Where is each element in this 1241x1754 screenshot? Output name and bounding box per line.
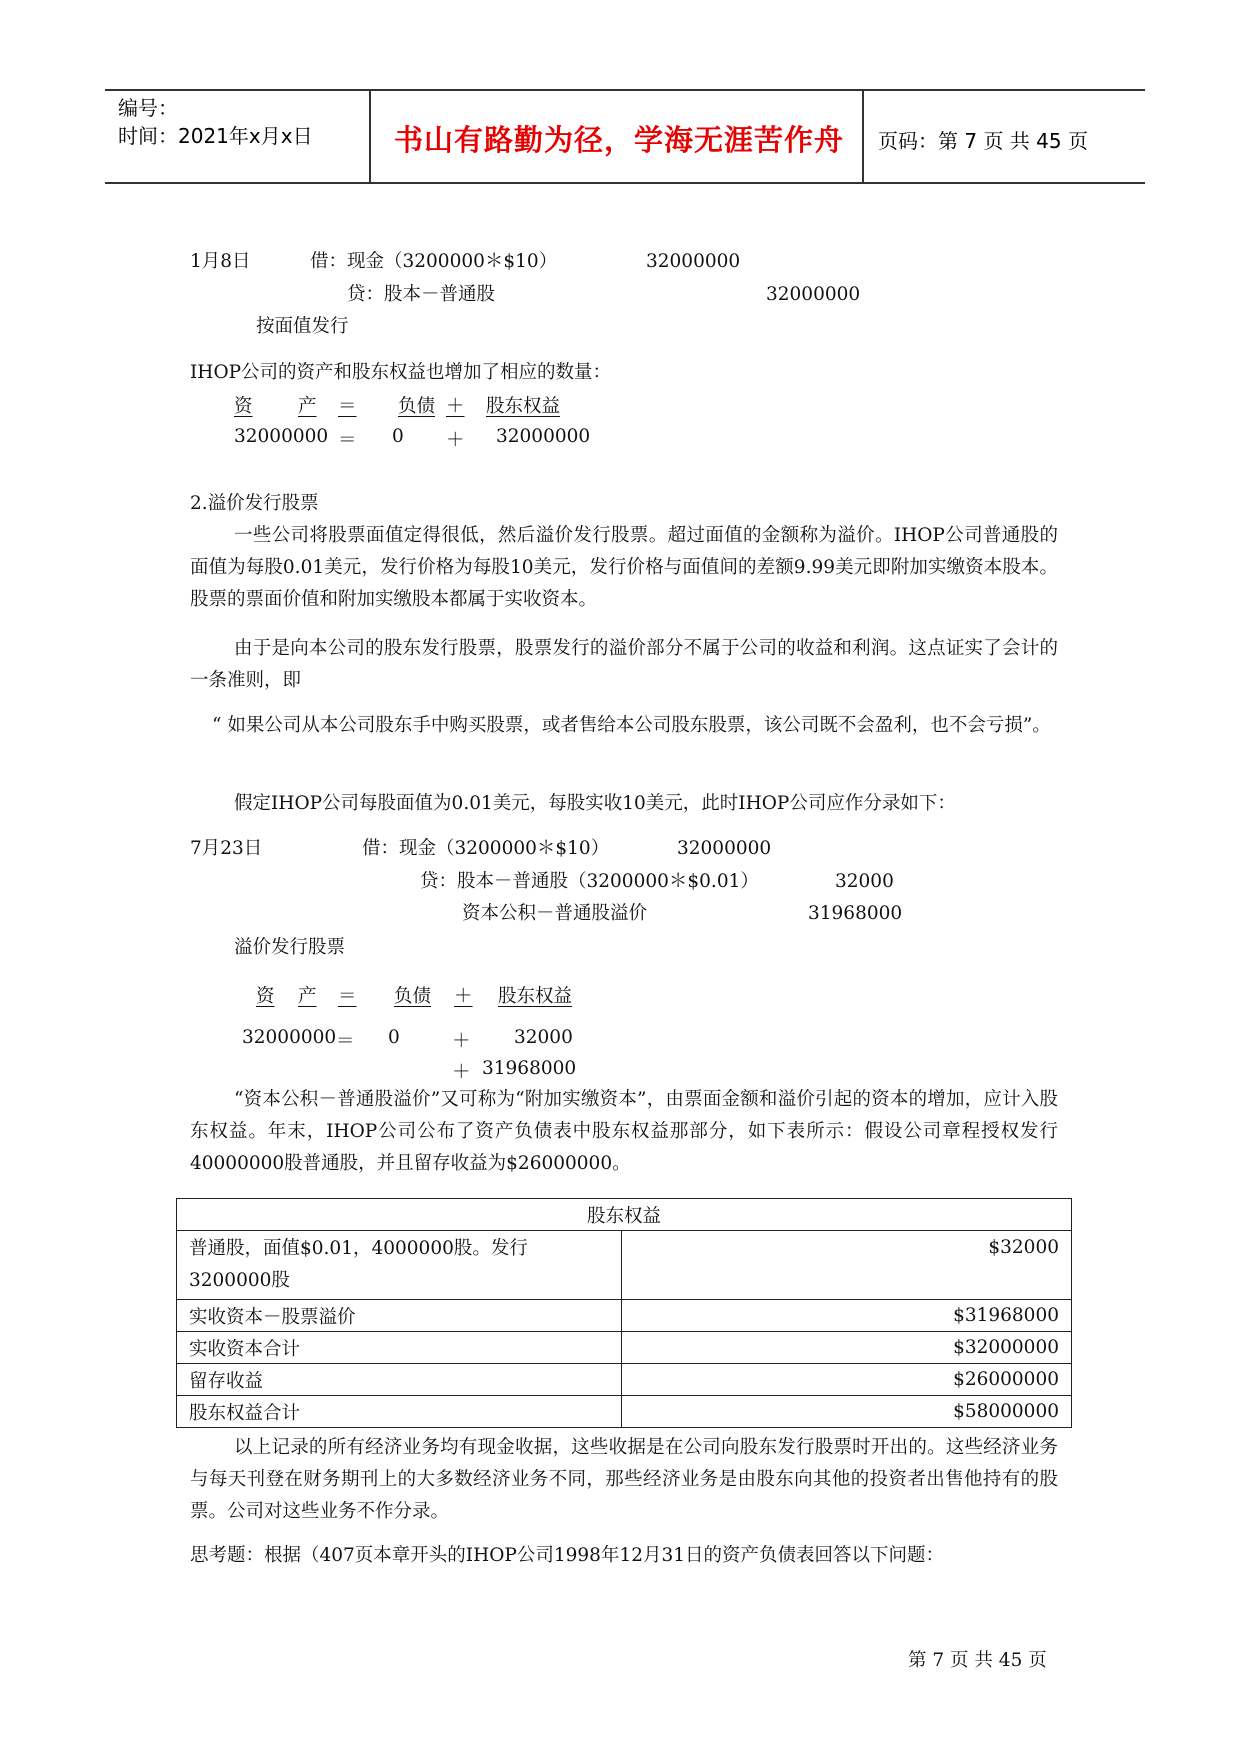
entry2-credit2: 资本公积－普通股溢价 bbox=[462, 903, 648, 924]
eq2-value-par: 32000 bbox=[514, 1027, 573, 1048]
equation2-row2 bbox=[0, 1058, 1241, 1086]
eq2-liabilities: 负债 bbox=[394, 986, 432, 1007]
entry2-credit1-amount: 32000 bbox=[835, 871, 894, 892]
equity-table bbox=[176, 1198, 1072, 1428]
paragraph-quote: “ 如果公司从本公司股东手中购买股票，或者售给本公司股东股票，该公司既不会盈利，也不会亏损”。 bbox=[212, 715, 1051, 736]
table-row bbox=[177, 1231, 1072, 1300]
table-row-amount: $32000000 bbox=[622, 1332, 1072, 1364]
entry2-debit-amount: 32000000 bbox=[677, 838, 772, 859]
entry2-credit1: 贷：股本－普通股（3200000＊$0.01） bbox=[420, 871, 759, 892]
eq1-value-equals: ＝ bbox=[338, 430, 357, 451]
table-row-label: 留存收益 bbox=[177, 1364, 622, 1396]
table-row-label: 普通股，面值$0.01，4000000股。发行3200000股 bbox=[177, 1231, 622, 1300]
eq1-equals: ＝ bbox=[338, 396, 357, 417]
entry2-debit: 借：现金（3200000＊$10） bbox=[362, 838, 610, 859]
entry1-credit: 贷：股本－普通股 bbox=[347, 284, 496, 305]
intro-line: IHOP公司的资产和股东权益也增加了相应的数量： bbox=[190, 362, 612, 383]
eq1-plus: ＋ bbox=[446, 396, 465, 417]
table-row-amount: $58000000 bbox=[622, 1396, 1072, 1428]
entry1-date: 1月8日 bbox=[190, 251, 251, 272]
equation2-row1 bbox=[0, 1027, 1241, 1055]
header-bottom-rule bbox=[105, 182, 1145, 184]
table-row bbox=[177, 1300, 1072, 1332]
table-row bbox=[177, 1364, 1072, 1396]
document-number: 编号： bbox=[118, 96, 178, 120]
entry1-note: 按面值发行 bbox=[256, 316, 349, 337]
entry2-date: 7月23日 bbox=[190, 838, 263, 859]
equation1-values bbox=[0, 426, 1241, 454]
entry2-note: 溢价发行股票 bbox=[234, 937, 346, 958]
eq1-asset-2: 产 bbox=[298, 396, 317, 417]
table-row-amount: $26000000 bbox=[622, 1364, 1072, 1396]
table-row-label: 股东权益合计 bbox=[177, 1396, 622, 1428]
header-divider-right bbox=[862, 89, 864, 182]
eq2-value-assets: 32000000 bbox=[242, 1027, 337, 1048]
entry2-credit2-amount: 31968000 bbox=[808, 903, 903, 924]
eq1-value-assets: 32000000 bbox=[234, 426, 329, 447]
paragraph-premium-intro: 一些公司将股票面值定得很低，然后溢价发行股票。超过面值的金额称为溢价。IHOP公司普通股的面值为每股0.01美元，发行价格为每股10美元，发行价格与面值间的差额9.99美元即附加实缴资本股本。股票的票面价值和附加实缴股本都属于实收资本。 bbox=[190, 525, 1058, 610]
eq2-equity: 股东权益 bbox=[498, 986, 573, 1007]
equation2-header bbox=[0, 982, 1241, 1010]
eq1-value-equity: 32000000 bbox=[496, 426, 591, 447]
header-page-number: 页码：第 7 页 共 45 页 bbox=[878, 129, 1088, 153]
eq2-value-equals: ＝ bbox=[336, 1031, 355, 1052]
eq1-value-liabilities: 0 bbox=[392, 426, 404, 447]
equation1-header bbox=[0, 392, 1241, 420]
paragraph-cash-receipts: 以上记录的所有经济业务均有现金收据，这些收据是在公司向股东发行股票时开出的。这些经济业务与每天刊登在财务期刊上的大多数经济业务不同，那些经济业务是由股东向其他的投资者出售他持有的股票。公司对这些业务不作分录。 bbox=[190, 1437, 1058, 1522]
table-header-row bbox=[177, 1199, 1072, 1231]
entry1-credit-amount: 32000000 bbox=[766, 284, 861, 305]
table-row bbox=[177, 1332, 1072, 1364]
paragraph-question: 思考题：根据（407页本章开头的IHOP公司1998年12月31日的资产负债表回答以下问题： bbox=[190, 1545, 945, 1566]
header-motto: 书山有路勤为径，学海无涯苦作舟 bbox=[394, 123, 845, 157]
paragraph-not-income: 由于是向本公司的股东发行股票，股票发行的溢价部分不属于公司的收益和利润。这点证实了会计的一条准则，即 bbox=[190, 638, 1058, 691]
entry1-debit-amount: 32000000 bbox=[646, 251, 741, 272]
table-row-amount: $32000 bbox=[622, 1231, 1072, 1300]
entry1-debit: 借：现金（3200000＊$10） bbox=[310, 251, 558, 272]
table-title: 股东权益 bbox=[177, 1199, 1072, 1231]
paragraph-assumption: 假定IHOP公司每股面值为0.01美元，每股实收10美元，此时IHOP公司应作分录如下： bbox=[234, 793, 956, 814]
eq1-equity: 股东权益 bbox=[486, 396, 561, 417]
header-divider-left bbox=[369, 89, 371, 182]
eq1-liabilities: 负债 bbox=[398, 396, 436, 417]
footer-page-number: 第 7 页 共 45 页 bbox=[908, 1650, 1047, 1671]
eq2-equals: ＝ bbox=[338, 986, 357, 1007]
table-row-label: 实收资本合计 bbox=[177, 1332, 622, 1364]
eq2-value-premium: 31968000 bbox=[482, 1058, 577, 1079]
eq2-value-plus: ＋ bbox=[452, 1031, 471, 1052]
paragraph-apic: “资本公积－普通股溢价”又可称为“附加实缴资本”，由票面金额和溢价引起的资本的增加，应计入股东权益。年末，IHOP公司公布了资产负债表中股东权益那部分，如下表所示：假设公司章程授权发行40000000股普通股，并且留存收益为$26000000。 bbox=[190, 1089, 1058, 1174]
eq2-value-liabilities: 0 bbox=[388, 1027, 400, 1048]
table-row-label: 实收资本－股票溢价 bbox=[177, 1300, 622, 1332]
eq1-asset-1: 资 bbox=[234, 396, 253, 417]
table-row bbox=[177, 1396, 1072, 1428]
eq2-asset-1: 资 bbox=[256, 986, 275, 1007]
eq2-value-plus2: ＋ bbox=[452, 1062, 471, 1083]
section2-title: 2.溢价发行股票 bbox=[190, 493, 319, 514]
header-top-rule bbox=[105, 89, 1145, 91]
eq2-asset-2: 产 bbox=[298, 986, 317, 1007]
eq1-value-plus: ＋ bbox=[446, 430, 465, 451]
eq2-plus: ＋ bbox=[454, 986, 473, 1007]
table-row-amount: $31968000 bbox=[622, 1300, 1072, 1332]
document-date: 时间：2021年x月x日 bbox=[118, 124, 313, 148]
